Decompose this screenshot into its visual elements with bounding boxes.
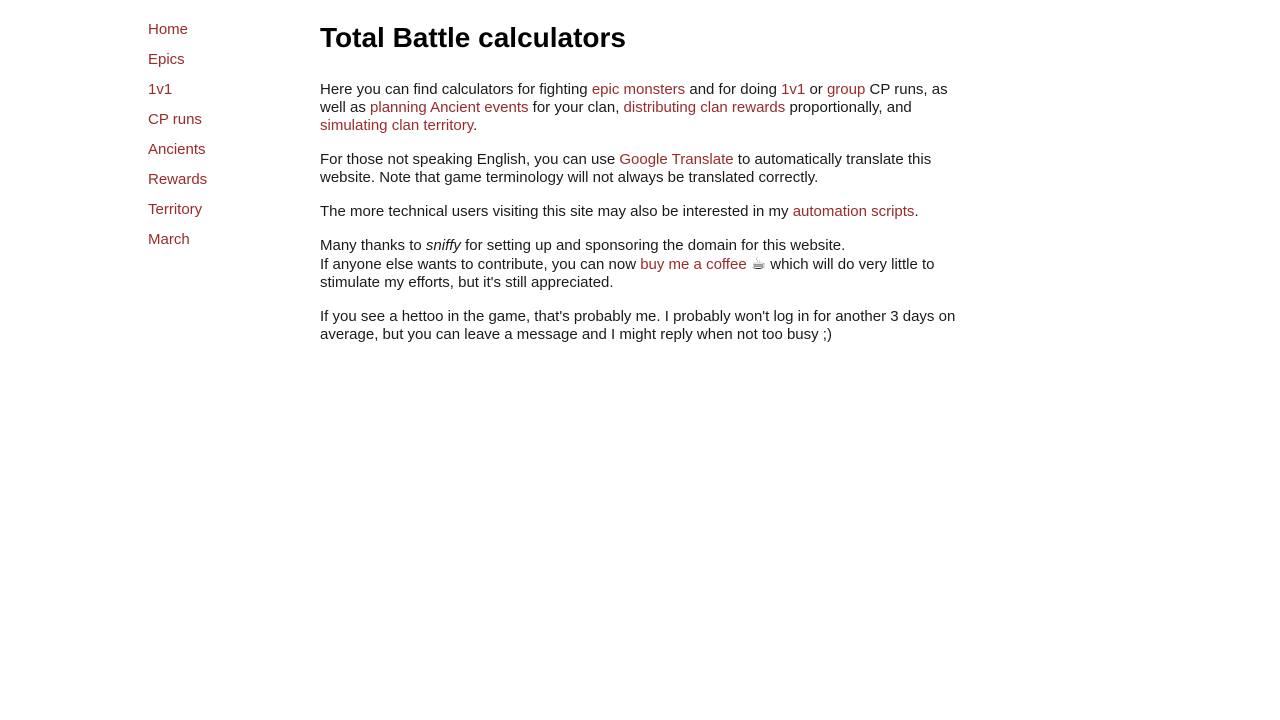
sidebar-item-epics[interactable]: Epics xyxy=(148,51,185,68)
text-run: . xyxy=(473,117,478,134)
paragraph xyxy=(320,81,958,135)
paragraph xyxy=(320,237,958,292)
content-link-planning-ancient-events[interactable]: planning Ancient events xyxy=(370,99,529,116)
content-paragraphs xyxy=(320,81,958,344)
paragraph xyxy=(320,203,958,221)
text-run: If anyone else wants to contribute, you can now xyxy=(320,256,641,273)
sidebar-item-territory[interactable]: Territory xyxy=(148,201,203,218)
paragraph xyxy=(320,151,958,187)
text-run: . xyxy=(914,203,919,220)
text-run: or xyxy=(805,81,827,98)
content-link-google-translate[interactable]: Google Translate xyxy=(619,151,734,168)
text-run: for setting up and sponsoring the domain for this website. xyxy=(460,237,846,254)
content-link-epic-monsters[interactable]: epic monsters xyxy=(591,81,686,98)
text-run: If you see a hettoo in the game, that's probably me. I probably won't log in for another 3 days on average, but you can leave a message and I might reply when not too busy ;) xyxy=(320,308,956,343)
sidebar-item-1v1[interactable]: 1v1 xyxy=(148,81,173,98)
text-run: CP runs, as well as xyxy=(320,81,948,116)
content-link-automation-scripts[interactable]: automation scripts xyxy=(792,203,915,220)
coffee-emoji: ☕ xyxy=(750,254,767,273)
content-link-group[interactable]: group xyxy=(826,81,866,98)
content-link-buy-me-a-coffee[interactable]: buy me a coffee xyxy=(640,256,747,273)
sidebar-nav xyxy=(148,15,207,255)
text-run: For those not speaking English, you can use xyxy=(320,151,620,168)
paragraph xyxy=(320,308,958,344)
sidebar-item-home[interactable]: Home xyxy=(148,21,189,38)
content-link-simulating-clan-territory[interactable]: simulating clan territory xyxy=(320,117,474,134)
main-content xyxy=(320,22,958,360)
text-run: to automatically translate this website. Note that game terminology will not always be translated correctly. xyxy=(320,151,932,186)
text-run: proportionally, and xyxy=(785,99,912,116)
text-run: and for doing xyxy=(685,81,782,98)
text-run: Here you can find calculators for fighting xyxy=(320,81,592,98)
sidebar-item-march[interactable]: March xyxy=(148,231,190,248)
text-run: for your clan, xyxy=(528,99,624,116)
sidebar-item-cp-runs[interactable]: CP runs xyxy=(148,111,202,128)
page-title: Total Battle calculators xyxy=(320,22,627,53)
text-run: which will do very little to stimulate my efforts, but it's still appreciated. xyxy=(320,256,935,291)
text-run: Many thanks to xyxy=(320,237,426,254)
content-link-1v1[interactable]: 1v1 xyxy=(781,81,806,98)
content-link-distributing-clan-rewards[interactable]: distributing clan rewards xyxy=(623,99,786,116)
sidebar-item-rewards[interactable]: Rewards xyxy=(148,171,208,188)
italic-text: sniffy xyxy=(425,237,461,254)
text-run: The more technical users visiting this site may also be interested in my xyxy=(320,203,793,220)
sidebar-item-ancients[interactable]: Ancients xyxy=(148,141,206,158)
